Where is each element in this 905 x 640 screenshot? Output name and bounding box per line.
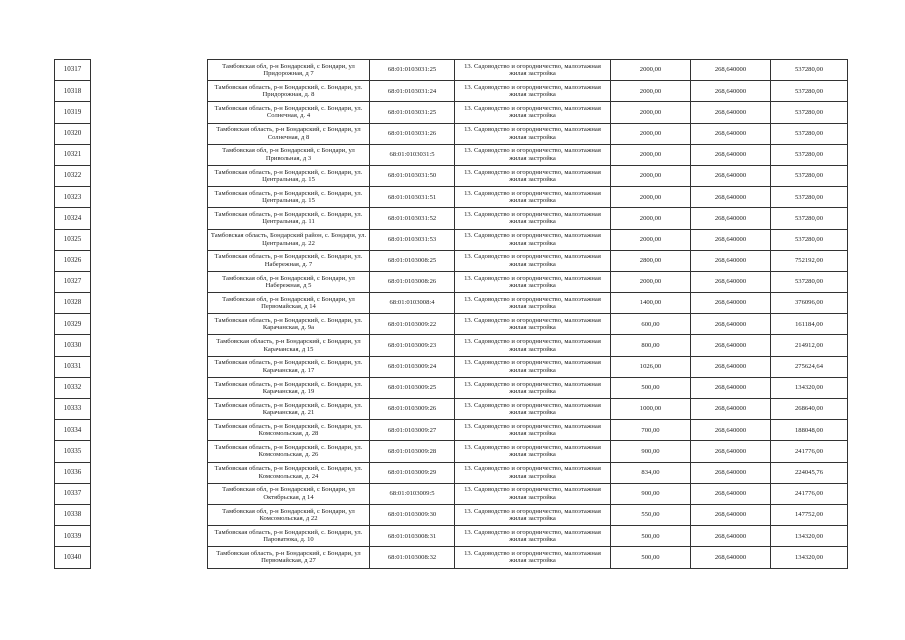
row-number-row bbox=[55, 271, 91, 292]
table-row bbox=[208, 60, 848, 81]
table-row bbox=[208, 187, 848, 208]
cadastral-value-cell: 537280,00 bbox=[771, 81, 848, 102]
address-cell: Тамбовская область, р-н Бондарский, с. Бондари, ул. Солнечная, д. 4 bbox=[208, 102, 370, 123]
cadastral-value-cell: 161184,00 bbox=[771, 314, 848, 335]
specific-value-cell: 268,640000 bbox=[691, 483, 771, 504]
area-cell: 2000,00 bbox=[611, 81, 691, 102]
land-use-cell: 13. Садоводство и огородничество, малоэтажная жилая застройка bbox=[455, 314, 611, 335]
area-cell: 500,00 bbox=[611, 526, 691, 547]
land-use-cell: 13. Садоводство и огородничество, малоэтажная жилая застройка bbox=[455, 60, 611, 81]
row-number-row bbox=[55, 81, 91, 102]
row-number: 10338 bbox=[55, 504, 91, 525]
specific-value-cell: 268,640000 bbox=[691, 144, 771, 165]
row-number: 10326 bbox=[55, 250, 91, 271]
row-number: 10321 bbox=[55, 144, 91, 165]
specific-value-cell: 268,640000 bbox=[691, 462, 771, 483]
row-number: 10322 bbox=[55, 165, 91, 186]
address-cell: Тамбовская область, р-н Бондарский, с. Бондари, ул. Карачанская, д. 21 bbox=[208, 399, 370, 420]
cadastral-number-cell: 68:01:0103008:31 bbox=[370, 526, 455, 547]
cadastral-value-cell: 214912,00 bbox=[771, 335, 848, 356]
specific-value-cell: 268,640000 bbox=[691, 165, 771, 186]
specific-value-cell: 268,640000 bbox=[691, 271, 771, 292]
land-use-cell: 13. Садоводство и огородничество, малоэтажная жилая застройка bbox=[455, 335, 611, 356]
row-number-row bbox=[55, 462, 91, 483]
specific-value-cell: 268,640000 bbox=[691, 526, 771, 547]
cadastral-number-cell: 68:01:0103031:52 bbox=[370, 208, 455, 229]
land-use-cell: 13. Садоводство и огородничество, малоэтажная жилая застройка bbox=[455, 526, 611, 547]
row-number-row bbox=[55, 102, 91, 123]
address-cell: Тамбовская область, р-н Бондарский, с. Бондари, ул. Карачанская, д. 17 bbox=[208, 356, 370, 377]
area-cell: 2000,00 bbox=[611, 271, 691, 292]
area-cell: 1400,00 bbox=[611, 293, 691, 314]
area-cell: 550,00 bbox=[611, 504, 691, 525]
row-number-row bbox=[55, 208, 91, 229]
table-row bbox=[208, 504, 848, 525]
cadastral-number-cell: 68:01:0103031:50 bbox=[370, 165, 455, 186]
row-number-row bbox=[55, 165, 91, 186]
address-cell: Тамбовская область, р-н Бондарский, с. Бондари, ул. Комсомольская, д. 26 bbox=[208, 441, 370, 462]
land-use-cell: 13. Садоводство и огородничество, малоэтажная жилая застройка bbox=[455, 483, 611, 504]
row-number: 10317 bbox=[55, 60, 91, 81]
area-cell: 834,00 bbox=[611, 462, 691, 483]
row-number-row bbox=[55, 526, 91, 547]
table-row bbox=[208, 356, 848, 377]
cadastral-value-cell: 537280,00 bbox=[771, 208, 848, 229]
cadastral-number-cell: 68:01:0103008:32 bbox=[370, 547, 455, 568]
row-number: 10333 bbox=[55, 399, 91, 420]
address-cell: Тамбовская область, р-н Бондарский, с. Бондари, ул. Комсомольская, д. 24 bbox=[208, 462, 370, 483]
area-cell: 2000,00 bbox=[611, 165, 691, 186]
cadastral-number-cell: 68:01:0103009:28 bbox=[370, 441, 455, 462]
row-number-row bbox=[55, 250, 91, 271]
specific-value-cell: 268,640000 bbox=[691, 356, 771, 377]
address-cell: Тамбовская обл, р-н Бондарский, с Бондари, ул Комсомольская, д 22 bbox=[208, 504, 370, 525]
cadastral-value-cell: 537280,00 bbox=[771, 271, 848, 292]
land-use-cell: 13. Садоводство и огородничество, малоэтажная жилая застройка bbox=[455, 123, 611, 144]
row-number: 10325 bbox=[55, 229, 91, 250]
land-use-cell: 13. Садоводство и огородничество, малоэтажная жилая застройка bbox=[455, 208, 611, 229]
table-row bbox=[208, 441, 848, 462]
table-row bbox=[208, 547, 848, 568]
cadastral-value-cell: 537280,00 bbox=[771, 60, 848, 81]
land-use-cell: 13. Садоводство и огородничество, малоэтажная жилая застройка bbox=[455, 144, 611, 165]
row-number-row bbox=[55, 123, 91, 144]
land-use-cell: 13. Садоводство и огородничество, малоэтажная жилая застройка bbox=[455, 547, 611, 568]
cadastral-value-cell: 752192,00 bbox=[771, 250, 848, 271]
row-number-row bbox=[55, 441, 91, 462]
cadastral-value-cell: 134320,00 bbox=[771, 547, 848, 568]
land-plots-table bbox=[207, 59, 848, 569]
row-number-row bbox=[55, 547, 91, 568]
area-cell: 700,00 bbox=[611, 420, 691, 441]
land-use-cell: 13. Садоводство и огородничество, малоэтажная жилая застройка bbox=[455, 462, 611, 483]
area-cell: 1026,00 bbox=[611, 356, 691, 377]
area-cell: 500,00 bbox=[611, 547, 691, 568]
cadastral-number-cell: 68:01:0103009:24 bbox=[370, 356, 455, 377]
specific-value-cell: 268,640000 bbox=[691, 377, 771, 398]
cadastral-value-cell: 134320,00 bbox=[771, 526, 848, 547]
row-number: 10328 bbox=[55, 293, 91, 314]
table-row bbox=[208, 102, 848, 123]
row-number-row bbox=[55, 377, 91, 398]
land-use-cell: 13. Садоводство и огородничество, малоэтажная жилая застройка bbox=[455, 356, 611, 377]
table-row bbox=[208, 462, 848, 483]
row-number-row bbox=[55, 144, 91, 165]
specific-value-cell: 268,640000 bbox=[691, 123, 771, 144]
table-row bbox=[208, 123, 848, 144]
cadastral-value-cell: 537280,00 bbox=[771, 165, 848, 186]
area-cell: 2000,00 bbox=[611, 229, 691, 250]
cadastral-value-cell: 241776,00 bbox=[771, 441, 848, 462]
row-number: 10339 bbox=[55, 526, 91, 547]
table-row bbox=[208, 526, 848, 547]
specific-value-cell: 268,640000 bbox=[691, 314, 771, 335]
address-cell: Тамбовская область, р-н Бондарский, с. Бондари, ул. Карачанская, д. 9а bbox=[208, 314, 370, 335]
row-number: 10335 bbox=[55, 441, 91, 462]
row-number-row bbox=[55, 314, 91, 335]
cadastral-number-cell: 68:01:0103031:24 bbox=[370, 81, 455, 102]
cadastral-value-cell: 134320,00 bbox=[771, 377, 848, 398]
land-use-cell: 13. Садоводство и огородничество, малоэтажная жилая застройка bbox=[455, 504, 611, 525]
land-use-cell: 13. Садоводство и огородничество, малоэтажная жилая застройка bbox=[455, 399, 611, 420]
row-number: 10329 bbox=[55, 314, 91, 335]
row-number-row bbox=[55, 420, 91, 441]
specific-value-cell: 268,640000 bbox=[691, 60, 771, 81]
address-cell: Тамбовская область, р-н Бондарский, с Бондари, ул Солнечная, д 8 bbox=[208, 123, 370, 144]
row-number: 10318 bbox=[55, 81, 91, 102]
specific-value-cell: 268,640000 bbox=[691, 399, 771, 420]
cadastral-value-cell: 537280,00 bbox=[771, 229, 848, 250]
cadastral-value-cell: 268640,00 bbox=[771, 399, 848, 420]
land-use-cell: 13. Садоводство и огородничество, малоэтажная жилая застройка bbox=[455, 271, 611, 292]
row-number: 10337 bbox=[55, 483, 91, 504]
specific-value-cell: 268,640000 bbox=[691, 208, 771, 229]
table-row bbox=[208, 144, 848, 165]
table-row bbox=[208, 293, 848, 314]
land-use-cell: 13. Садоводство и огородничество, малоэтажная жилая застройка bbox=[455, 187, 611, 208]
cadastral-number-cell: 68:01:0103009:23 bbox=[370, 335, 455, 356]
specific-value-cell: 268,640000 bbox=[691, 293, 771, 314]
area-cell: 2000,00 bbox=[611, 60, 691, 81]
address-cell: Тамбовская обл, р-н Бондарский, с Бондари, ул Октябрьская, д 14 bbox=[208, 483, 370, 504]
area-cell: 1000,00 bbox=[611, 399, 691, 420]
cadastral-number-cell: 68:01:0103031:25 bbox=[370, 102, 455, 123]
cadastral-value-cell: 537280,00 bbox=[771, 102, 848, 123]
land-use-cell: 13. Садоводство и огородничество, малоэтажная жилая застройка bbox=[455, 165, 611, 186]
row-number: 10334 bbox=[55, 420, 91, 441]
cadastral-number-cell: 68:01:0103031:51 bbox=[370, 187, 455, 208]
land-use-cell: 13. Садоводство и огородничество, малоэтажная жилая застройка bbox=[455, 81, 611, 102]
address-cell: Тамбовская область, р-н Бондарский, с. Бондари, ул. Комсомольская, д. 28 bbox=[208, 420, 370, 441]
cadastral-value-cell: 275624,64 bbox=[771, 356, 848, 377]
row-number: 10330 bbox=[55, 335, 91, 356]
land-use-cell: 13. Садоводство и огородничество, малоэтажная жилая застройка bbox=[455, 441, 611, 462]
row-number-table bbox=[54, 59, 91, 569]
table-row bbox=[208, 229, 848, 250]
row-number-row bbox=[55, 229, 91, 250]
address-cell: Тамбовская область, р-н Бондарский, с. Бондари, ул. Центральная, д. 15 bbox=[208, 165, 370, 186]
row-number: 10336 bbox=[55, 462, 91, 483]
row-number-row bbox=[55, 399, 91, 420]
row-number: 10323 bbox=[55, 187, 91, 208]
area-cell: 500,00 bbox=[611, 377, 691, 398]
address-cell: Тамбовская область, р-н Бондарский, с Бондари, ул Карачанская, д 15 bbox=[208, 335, 370, 356]
cadastral-value-cell: 147752,00 bbox=[771, 504, 848, 525]
address-cell: Тамбовская область, р-н Бондарский, с. Бондари, ул. Центральная, д. 15 bbox=[208, 187, 370, 208]
land-use-cell: 13. Садоводство и огородничество, малоэтажная жилая застройка bbox=[455, 250, 611, 271]
specific-value-cell: 268,640000 bbox=[691, 441, 771, 462]
cadastral-number-cell: 68:01:0103009:26 bbox=[370, 399, 455, 420]
cadastral-number-cell: 68:01:0103031:25 bbox=[370, 60, 455, 81]
area-cell: 2000,00 bbox=[611, 144, 691, 165]
row-number: 10320 bbox=[55, 123, 91, 144]
cadastral-number-cell: 68:01:0103031:53 bbox=[370, 229, 455, 250]
row-number-row bbox=[55, 293, 91, 314]
row-number-row bbox=[55, 483, 91, 504]
specific-value-cell: 268,640000 bbox=[691, 81, 771, 102]
row-number: 10327 bbox=[55, 271, 91, 292]
table-row bbox=[208, 208, 848, 229]
area-cell: 900,00 bbox=[611, 483, 691, 504]
table-row bbox=[208, 399, 848, 420]
table-row bbox=[208, 420, 848, 441]
address-cell: Тамбовская область, р-н Бондарский, с Бондари, ул Первомайская, д 27 bbox=[208, 547, 370, 568]
table-row bbox=[208, 271, 848, 292]
area-cell: 2000,00 bbox=[611, 187, 691, 208]
cadastral-number-cell: 68:01:0103009:30 bbox=[370, 504, 455, 525]
address-cell: Тамбовская область, Бондарский район, с. Бондари, ул. Центральная, д. 22 bbox=[208, 229, 370, 250]
cadastral-number-cell: 68:01:0103008:4 bbox=[370, 293, 455, 314]
area-cell: 2800,00 bbox=[611, 250, 691, 271]
land-use-cell: 13. Садоводство и огородничество, малоэтажная жилая застройка bbox=[455, 293, 611, 314]
cadastral-number-cell: 68:01:0103009:29 bbox=[370, 462, 455, 483]
cadastral-number-cell: 68:01:0103031:26 bbox=[370, 123, 455, 144]
cadastral-number-cell: 68:01:0103009:22 bbox=[370, 314, 455, 335]
row-number-row bbox=[55, 335, 91, 356]
cadastral-number-cell: 68:01:0103008:25 bbox=[370, 250, 455, 271]
table-row bbox=[208, 483, 848, 504]
specific-value-cell: 268,640000 bbox=[691, 420, 771, 441]
cadastral-value-cell: 224045,76 bbox=[771, 462, 848, 483]
specific-value-cell: 268,640000 bbox=[691, 547, 771, 568]
area-cell: 900,00 bbox=[611, 441, 691, 462]
cadastral-value-cell: 188048,00 bbox=[771, 420, 848, 441]
address-cell: Тамбовская обл, р-н Бондарский, с Бондари, ул Придорожная, д 7 bbox=[208, 60, 370, 81]
address-cell: Тамбовская область, р-н Бондарский, с. Бондари, ул. Центральная, д. 11 bbox=[208, 208, 370, 229]
row-number: 10324 bbox=[55, 208, 91, 229]
area-cell: 2000,00 bbox=[611, 208, 691, 229]
row-number: 10340 bbox=[55, 547, 91, 568]
row-number: 10332 bbox=[55, 377, 91, 398]
table-row bbox=[208, 314, 848, 335]
area-cell: 2000,00 bbox=[611, 102, 691, 123]
address-cell: Тамбовская обл, р-н Бондарский, с Бондари, ул Набережная, д 5 bbox=[208, 271, 370, 292]
land-use-cell: 13. Садоводство и огородничество, малоэтажная жилая застройка bbox=[455, 377, 611, 398]
cadastral-number-cell: 68:01:0103009:25 bbox=[370, 377, 455, 398]
cadastral-value-cell: 376096,00 bbox=[771, 293, 848, 314]
specific-value-cell: 268,640000 bbox=[691, 335, 771, 356]
specific-value-cell: 268,640000 bbox=[691, 250, 771, 271]
cadastral-number-cell: 68:01:0103008:26 bbox=[370, 271, 455, 292]
land-use-cell: 13. Садоводство и огородничество, малоэтажная жилая застройка bbox=[455, 229, 611, 250]
specific-value-cell: 268,640000 bbox=[691, 504, 771, 525]
land-use-cell: 13. Садоводство и огородничество, малоэтажная жилая застройка bbox=[455, 420, 611, 441]
address-cell: Тамбовская область, р-н Бондарский, с. Бондари, ул. Придорожная, д. 8 bbox=[208, 81, 370, 102]
row-number-row bbox=[55, 187, 91, 208]
table-row bbox=[208, 377, 848, 398]
address-cell: Тамбовская обл, р-н Бондарский, с Бондари, ул Первомайская, д 14 bbox=[208, 293, 370, 314]
land-use-cell: 13. Садоводство и огородничество, малоэтажная жилая застройка bbox=[455, 102, 611, 123]
cadastral-number-cell: 68:01:0103009:5 bbox=[370, 483, 455, 504]
table-row bbox=[208, 165, 848, 186]
address-cell: Тамбовская область, р-н Бондарский, с. Бондари, ул. Набережная, д. 7 bbox=[208, 250, 370, 271]
table-row bbox=[208, 250, 848, 271]
row-number: 10319 bbox=[55, 102, 91, 123]
row-number: 10331 bbox=[55, 356, 91, 377]
cadastral-value-cell: 537280,00 bbox=[771, 123, 848, 144]
specific-value-cell: 268,640000 bbox=[691, 229, 771, 250]
cadastral-value-cell: 537280,00 bbox=[771, 187, 848, 208]
specific-value-cell: 268,640000 bbox=[691, 102, 771, 123]
cadastral-value-cell: 241776,00 bbox=[771, 483, 848, 504]
table-row bbox=[208, 335, 848, 356]
row-number-row bbox=[55, 504, 91, 525]
cadastral-number-cell: 68:01:0103031:5 bbox=[370, 144, 455, 165]
address-cell: Тамбовская область, р-н Бондарский, с. Бондари, ул. Пароватюка, д. 10 bbox=[208, 526, 370, 547]
area-cell: 600,00 bbox=[611, 314, 691, 335]
table-row bbox=[208, 81, 848, 102]
row-number-row bbox=[55, 356, 91, 377]
cadastral-number-cell: 68:01:0103009:27 bbox=[370, 420, 455, 441]
specific-value-cell: 268,640000 bbox=[691, 187, 771, 208]
address-cell: Тамбовская обл, р-н Бондарский, с Бондари, ул Привольная, д 3 bbox=[208, 144, 370, 165]
cadastral-value-cell: 537280,00 bbox=[771, 144, 848, 165]
area-cell: 2000,00 bbox=[611, 123, 691, 144]
row-number-row bbox=[55, 60, 91, 81]
address-cell: Тамбовская область, р-н Бондарский, с. Бондари, ул. Карачанская, д. 19 bbox=[208, 377, 370, 398]
area-cell: 800,00 bbox=[611, 335, 691, 356]
